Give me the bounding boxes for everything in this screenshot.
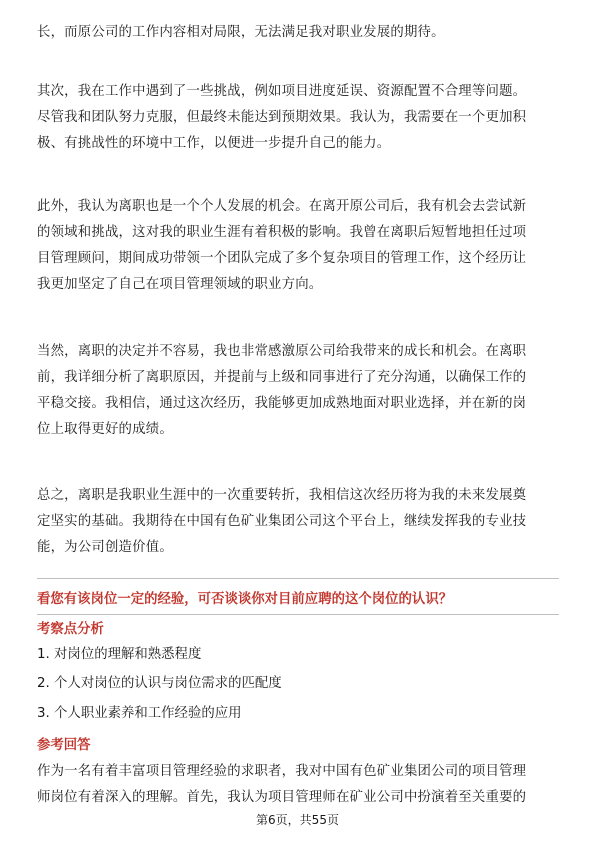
paragraph-line: 目管理顾问，期间成功带领一个团队完成了多个复杂项目的管理工作，这个经历让	[37, 251, 527, 266]
section-divider-top	[37, 578, 559, 579]
paragraph-3	[37, 194, 559, 298]
paragraph-line: 其次，我在工作中遇到了一些挑战，例如项目进度延误、资源配置不合理等问题。	[37, 84, 527, 99]
answer-paragraph	[37, 759, 559, 811]
paragraph-line: 总之，离职是我职业生涯中的一次重要转折，我相信这次经历将为我的未来发展奠	[37, 488, 527, 503]
analysis-item: 1. 对岗位的理解和熟悉程度	[37, 647, 202, 662]
paragraph-5	[37, 483, 559, 561]
answer-heading: 参考回答	[37, 738, 91, 753]
paragraph-line: 师岗位有着深入的理解。首先，我认为项目管理师在矿业公司中扮演着至关重要的	[37, 790, 527, 805]
paragraph-line: 定坚实的基础。我期待在中国有色矿业集团公司这个平台上，继续发挥我的专业技	[37, 514, 527, 529]
paragraph-line: 此外，我认为离职也是一个个人发展的机会。在离开原公司后，我有机会去尝试新	[37, 199, 527, 214]
paragraph-4	[37, 339, 559, 443]
paragraph-line: 作为一名有着丰富项目管理经验的求职者，我对中国有色矿业集团公司的项目管理	[37, 764, 527, 779]
paragraph-line: 能，为公司创造价值。	[37, 540, 173, 555]
analysis-heading: 考察点分析	[37, 622, 104, 637]
paragraph-line: 前，我详细分析了离职原因，并提前与上级和同事进行了充分沟通，以确保工作的	[37, 370, 527, 385]
paragraph-1	[37, 20, 559, 46]
analysis-item: 3. 个人职业素养和工作经验的应用	[37, 706, 242, 721]
interview-question: 看您有该岗位一定的经验，可否谈谈你对目前应聘的这个岗位的认识？	[37, 592, 453, 607]
paragraph-line: 平稳交接。我相信，通过这次经历，我能够更加成熟地面对职业选择，并在新的岗	[37, 396, 527, 411]
paragraph-line: 尽管我和团队努力克服，但最终未能达到预期效果。我认为，我需要在一个更加积	[37, 110, 527, 125]
analysis-item: 2. 个人对岗位的认识与岗位需求的匹配度	[37, 676, 282, 691]
paragraph-line: 当然，离职的决定并不容易，我也非常感激原公司给我带来的成长和机会。在离职	[37, 344, 527, 359]
paragraph-line: 位上取得更好的成绩。	[37, 422, 173, 437]
page-number: 第6页，共55页	[256, 813, 339, 827]
paragraph-line: 的领域和挑战，这对我的职业生涯有着积极的影响。我曾在离职后短暂地担任过项	[37, 225, 527, 240]
section-divider-bottom	[37, 614, 559, 615]
paragraph-line: 我更加坚定了自己在项目管理领域的职业方向。	[37, 277, 323, 292]
paragraph-line: 极、有挑战性的环境中工作，以便进一步提升自己的能力。	[37, 136, 391, 151]
paragraph-2	[37, 79, 559, 157]
paragraph-line: 长，而原公司的工作内容相对局限，无法满足我对职业发展的期待。	[37, 25, 445, 40]
